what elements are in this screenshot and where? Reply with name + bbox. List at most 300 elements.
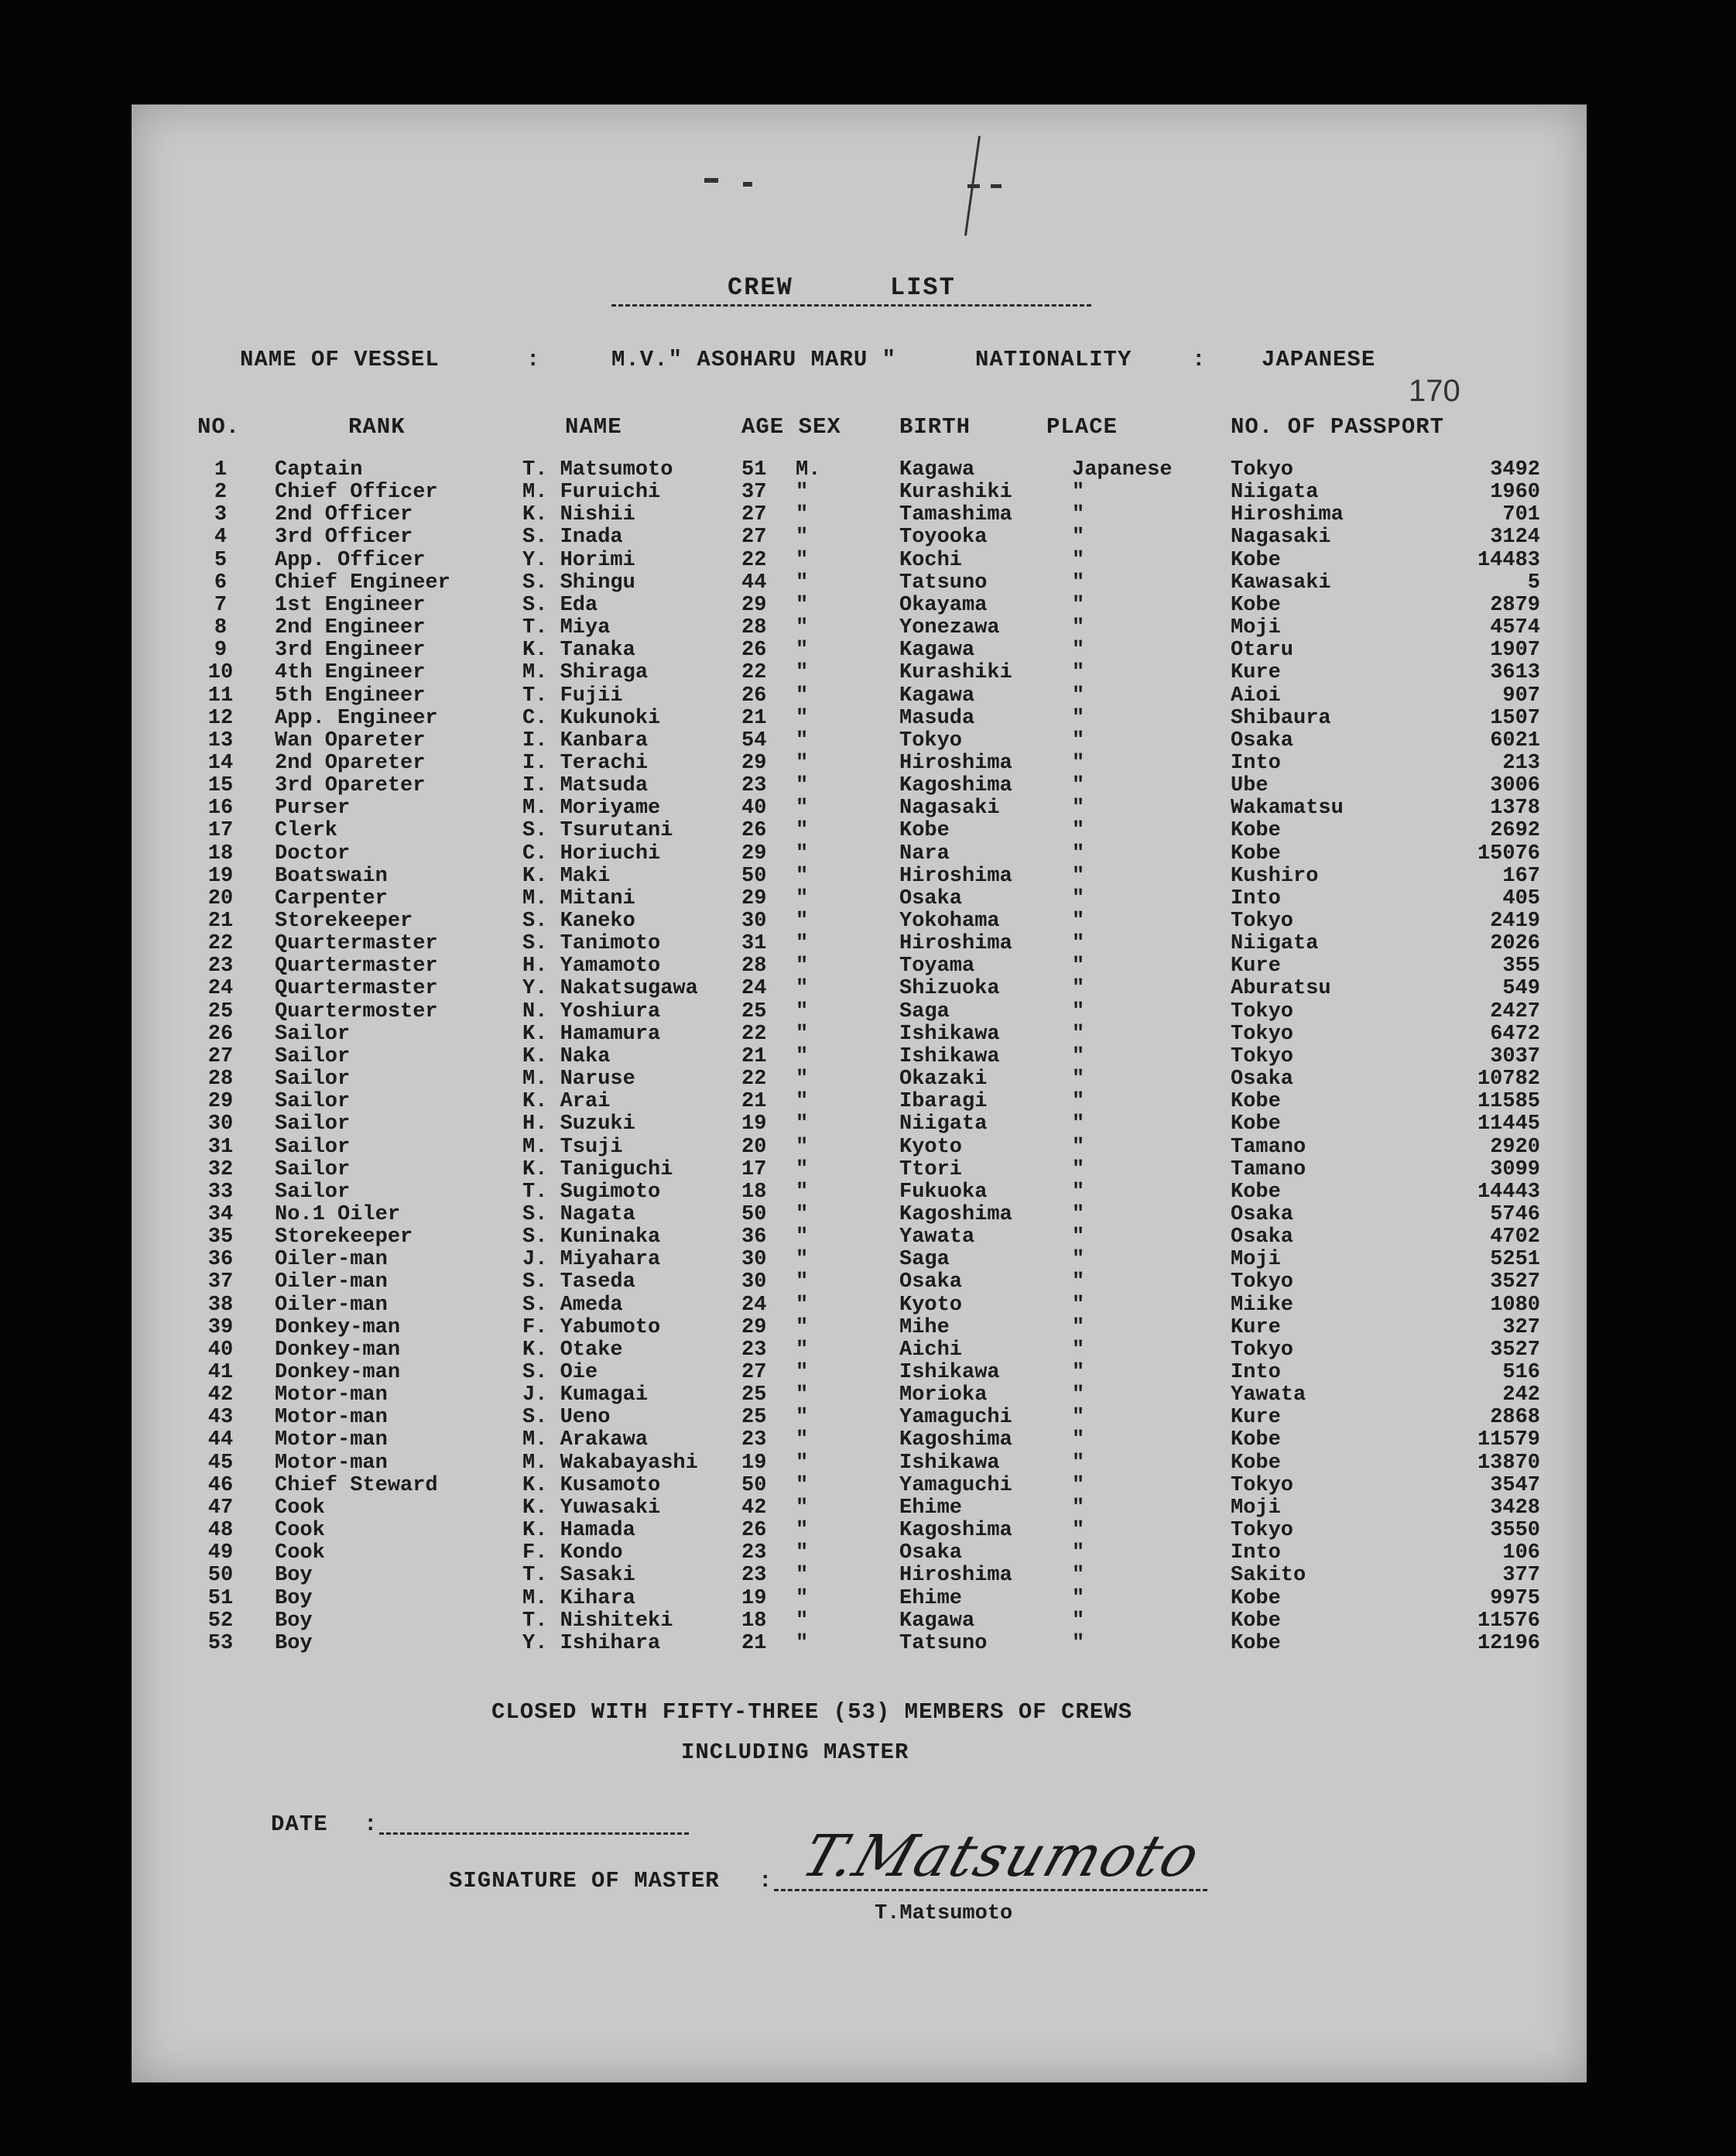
passport-number: 1378 [1490, 797, 1540, 821]
crew-birthplace: Ishikawa [899, 1451, 1000, 1475]
row-number: 34 [207, 1202, 234, 1226]
crew-nationality: " [1072, 526, 1085, 550]
crew-sex: " [796, 684, 809, 708]
crew-birthplace: Ishikawa [899, 1022, 1000, 1046]
table-row [132, 1023, 1587, 1046]
crew-sex: " [796, 1338, 809, 1362]
passport-number: 377 [1502, 1564, 1540, 1588]
crew-name: S. Inada [522, 526, 623, 550]
crew-rank: Sailor [275, 1157, 351, 1181]
crew-rank: Donkey-man [275, 1338, 401, 1362]
passport-issue-place: Miike [1231, 1293, 1294, 1317]
crew-name: K. Naka [522, 1044, 611, 1068]
passport-number: 1907 [1490, 639, 1540, 663]
nationality-value: JAPANESE [1262, 347, 1376, 372]
crew-age: 25 [741, 1406, 767, 1430]
crew-nationality: " [1072, 977, 1085, 1001]
crew-sex: " [796, 932, 809, 956]
crew-rank: 2nd Opareter [275, 751, 426, 775]
table-row [132, 955, 1587, 978]
table-row [132, 572, 1587, 595]
crew-rank: Quartermaster [275, 932, 438, 956]
crew-age: 29 [741, 1315, 767, 1339]
crew-name: M. Moriyame [522, 797, 661, 821]
crew-sex: " [796, 1383, 809, 1407]
passport-issue-place: Niigata [1231, 481, 1319, 505]
crew-birthplace: Saga [899, 999, 950, 1023]
crew-nationality: " [1072, 728, 1085, 752]
vessel-label: NAME OF VESSEL [240, 347, 440, 372]
row-number: 16 [207, 797, 234, 821]
crew-age: 30 [741, 910, 767, 933]
crew-name: C. Kukunoki [522, 706, 661, 730]
crew-birthplace: Hiroshima [899, 932, 1012, 956]
passport-number: 1080 [1490, 1293, 1540, 1317]
passport-number: 2427 [1490, 999, 1540, 1023]
crew-age: 44 [741, 571, 767, 595]
crew-rank: Purser [275, 797, 351, 821]
passport-number: 2868 [1490, 1406, 1540, 1430]
passport-issue-place: Tamano [1231, 1135, 1306, 1159]
passport-issue-place: Into [1231, 886, 1281, 910]
crew-rank: App. Engineer [275, 706, 438, 730]
crew-age: 29 [741, 886, 767, 910]
crew-birthplace: Osaka [899, 1541, 963, 1565]
crew-rank: Doctor [275, 841, 351, 865]
crew-nationality: " [1072, 1225, 1085, 1249]
row-number: 45 [207, 1451, 234, 1475]
crew-birthplace: Shizuoka [899, 977, 1000, 1001]
crew-nationality: " [1072, 999, 1085, 1023]
crew-age: 26 [741, 819, 767, 843]
table-row [132, 1497, 1587, 1520]
crew-nationality: " [1072, 684, 1085, 708]
crew-sex: " [796, 999, 809, 1023]
crew-sex: " [796, 1586, 809, 1610]
passport-number: 405 [1502, 886, 1540, 910]
table-row [132, 775, 1587, 797]
crew-name: N. Yoshiura [522, 999, 661, 1023]
crew-rank: 3rd Officer [275, 526, 413, 550]
table-row [132, 820, 1587, 842]
crew-nationality: " [1072, 593, 1085, 617]
col-name: NAME [565, 414, 622, 440]
row-number: 39 [207, 1315, 234, 1339]
passport-number: 11579 [1477, 1428, 1540, 1452]
signature-line [774, 1889, 1207, 1891]
crew-name: S. Kuninaka [522, 1225, 661, 1249]
crew-name: S. Shingu [522, 571, 635, 595]
passport-number: 3099 [1490, 1157, 1540, 1181]
crew-name: S. Oie [522, 1361, 598, 1384]
crew-age: 23 [741, 1428, 767, 1452]
crew-name: M. Naruse [522, 1068, 635, 1092]
crew-name: I. Kanbara [522, 728, 649, 752]
crew-sex: " [796, 1519, 809, 1543]
crew-name: S. Ueno [522, 1406, 611, 1430]
row-number: 32 [207, 1157, 234, 1181]
crew-birthplace: Fukuoka [899, 1180, 988, 1204]
passport-issue-place: Ube [1231, 774, 1269, 798]
crew-rank: Quartermoster [275, 999, 438, 1023]
crew-birthplace: Tatsuno [899, 1631, 988, 1655]
crew-birthplace: Hiroshima [899, 864, 1012, 888]
row-number: 26 [207, 1022, 234, 1046]
crew-birthplace: Tokyo [899, 728, 963, 752]
crew-name: I. Matsuda [522, 774, 649, 798]
crew-name: I. Terachi [522, 751, 649, 775]
crew-nationality: " [1072, 1586, 1085, 1610]
passport-number: 2920 [1490, 1135, 1540, 1159]
row-number: 3 [214, 503, 228, 527]
row-number: 43 [207, 1406, 234, 1430]
passport-number: 907 [1502, 684, 1540, 708]
passport-issue-place: Kobe [1231, 1631, 1281, 1655]
crew-birthplace: Kagoshima [899, 1428, 1012, 1452]
passport-issue-place: Kushiro [1231, 864, 1319, 888]
passport-issue-place: Into [1231, 751, 1281, 775]
passport-number: 516 [1502, 1361, 1540, 1384]
crew-rank: Quartermaster [275, 955, 438, 979]
crew-sex: " [796, 639, 809, 663]
crew-name: M. Arakawa [522, 1428, 649, 1452]
crew-rank: App. Officer [275, 548, 426, 572]
row-number: 11 [207, 684, 234, 708]
crew-sex: " [796, 1090, 809, 1114]
title-underline [611, 304, 1091, 307]
crew-sex: " [796, 1044, 809, 1068]
row-number: 25 [207, 999, 234, 1023]
crew-birthplace: Kagawa [899, 1609, 975, 1633]
passport-number: 3124 [1490, 526, 1540, 550]
row-number: 31 [207, 1135, 234, 1159]
crew-age: 18 [741, 1609, 767, 1633]
crew-name: T. Fujii [522, 684, 623, 708]
passport-issue-place: Tokyo [1231, 1519, 1294, 1543]
crew-name: S. Tanimoto [522, 932, 661, 956]
crew-nationality: " [1072, 1293, 1085, 1317]
crew-birthplace: Tatsuno [899, 571, 988, 595]
crew-sex: " [796, 616, 809, 640]
crew-nationality: " [1072, 639, 1085, 663]
crew-sex: " [796, 955, 809, 979]
crew-age: 50 [741, 1202, 767, 1226]
passport-number: 701 [1502, 503, 1540, 527]
crew-rank: Sailor [275, 1022, 351, 1046]
table-row [132, 1113, 1587, 1136]
crew-age: 51 [741, 458, 767, 482]
crew-birthplace: Okazaki [899, 1068, 988, 1092]
crew-rank: Boy [275, 1564, 313, 1588]
crew-rank: Donkey-man [275, 1361, 401, 1384]
row-number: 52 [207, 1609, 234, 1633]
crew-age: 24 [741, 977, 767, 1001]
crew-sex: " [796, 1248, 809, 1272]
crew-sex: " [796, 526, 809, 550]
crew-birthplace: Kagawa [899, 458, 975, 482]
crew-birthplace: Tamashima [899, 503, 1012, 527]
passport-issue-place: Kobe [1231, 1428, 1281, 1452]
crew-name: K. Yuwasaki [522, 1496, 661, 1520]
crew-sex: M. [796, 458, 821, 482]
crew-birthplace: Kobe [899, 819, 950, 843]
passport-issue-place: Moji [1231, 1248, 1281, 1272]
crew-age: 21 [741, 1090, 767, 1114]
passport-issue-place: Kobe [1231, 819, 1281, 843]
crew-sex: " [796, 977, 809, 1001]
crew-nationality: " [1072, 1044, 1085, 1068]
crew-age: 25 [741, 1383, 767, 1407]
crew-name: Y. Horimi [522, 548, 635, 572]
crew-rank: Motor-man [275, 1383, 388, 1407]
crew-nationality: " [1072, 1248, 1085, 1272]
table-row [132, 1588, 1587, 1610]
passport-issue-place: Hiroshima [1231, 503, 1344, 527]
crew-rank: 1st Engineer [275, 593, 426, 617]
table-row [132, 482, 1587, 504]
crew-age: 24 [741, 1293, 767, 1317]
table-row [132, 1384, 1587, 1407]
crew-rank: 3rd Opareter [275, 774, 426, 798]
passport-issue-place: Kure [1231, 955, 1281, 979]
passport-issue-place: Tokyo [1231, 458, 1294, 482]
passport-number: 3037 [1490, 1044, 1540, 1068]
crew-birthplace: Yawata [899, 1225, 975, 1249]
crew-name: K. Maki [522, 864, 611, 888]
crew-name: M. Mitani [522, 886, 635, 910]
crew-age: 21 [741, 1044, 767, 1068]
row-number: 38 [207, 1293, 234, 1317]
table-row [132, 1610, 1587, 1633]
stray-mark [743, 182, 752, 187]
passport-number: 11576 [1477, 1609, 1540, 1633]
crew-age: 28 [741, 616, 767, 640]
col-no: NO. [197, 414, 241, 440]
crew-nationality: " [1072, 503, 1085, 527]
crew-nationality: " [1072, 1631, 1085, 1655]
table-row [132, 1542, 1587, 1565]
col-rank: RANK [348, 414, 406, 440]
crew-age: 29 [741, 841, 767, 865]
crew-birthplace: Osaka [899, 886, 963, 910]
passport-issue-place: Tokyo [1231, 1044, 1294, 1068]
crew-sex: " [796, 1225, 809, 1249]
passport-number: 327 [1502, 1315, 1540, 1339]
table-row [132, 1136, 1587, 1159]
table-row [132, 1091, 1587, 1113]
crew-sex: " [796, 1496, 809, 1520]
crew-birthplace: Toyama [899, 955, 975, 979]
crew-birthplace: Kyoto [899, 1135, 963, 1159]
crew-nationality: " [1072, 1270, 1085, 1294]
crew-sex: " [796, 593, 809, 617]
crew-rank: Cook [275, 1541, 325, 1565]
table-row [132, 1271, 1587, 1294]
crew-birthplace: Ibaragi [899, 1090, 988, 1114]
table-row [132, 504, 1587, 526]
crew-sex: " [796, 1293, 809, 1317]
signature-printed-name: T.Matsumoto [875, 1902, 1013, 1925]
crew-age: 21 [741, 1631, 767, 1655]
crew-nationality: " [1072, 1315, 1085, 1339]
crew-age: 28 [741, 955, 767, 979]
crew-nationality: " [1072, 841, 1085, 865]
crew-nationality: " [1072, 774, 1085, 798]
nationality-label: NATIONALITY [975, 347, 1132, 372]
passport-issue-place: Yawata [1231, 1383, 1306, 1407]
crew-name: J. Miyahara [522, 1248, 661, 1272]
passport-issue-place: Tokyo [1231, 1338, 1294, 1362]
crew-nationality: " [1072, 1451, 1085, 1475]
crew-birthplace: Kurashiki [899, 661, 1012, 685]
table-row [132, 526, 1587, 549]
crew-name: K. Nishii [522, 503, 635, 527]
row-number: 7 [214, 593, 228, 617]
passport-issue-place: Kure [1231, 661, 1281, 685]
passport-issue-place: Nagasaki [1231, 526, 1331, 550]
vessel-separator: : [526, 347, 541, 372]
passport-issue-place: Otaru [1231, 639, 1294, 663]
crew-nationality: " [1072, 886, 1085, 910]
row-number: 6 [214, 571, 228, 595]
crew-sex: " [796, 1406, 809, 1430]
passport-number: 3527 [1490, 1338, 1540, 1362]
crew-birthplace: Kagoshima [899, 774, 1012, 798]
crew-age: 36 [741, 1225, 767, 1249]
crew-rank: 2nd Engineer [275, 616, 426, 640]
crew-age: 42 [741, 1496, 767, 1520]
row-number: 18 [207, 841, 234, 865]
crew-nationality: " [1072, 1383, 1085, 1407]
row-number: 36 [207, 1248, 234, 1272]
crew-rank: Oiler-man [275, 1293, 388, 1317]
table-row [132, 797, 1587, 820]
table-row [132, 1429, 1587, 1452]
table-row [132, 1339, 1587, 1362]
crew-age: 26 [741, 684, 767, 708]
crew-rank: Motor-man [275, 1451, 388, 1475]
crew-rank: Cook [275, 1519, 325, 1543]
crew-rank: Oiler-man [275, 1270, 388, 1294]
crew-birthplace: Toyooka [899, 526, 988, 550]
crew-sex: " [796, 1202, 809, 1226]
crew-sex: " [796, 1609, 809, 1633]
crew-sex: " [796, 1068, 809, 1092]
crew-sex: " [796, 1428, 809, 1452]
crew-nationality: " [1072, 1112, 1085, 1136]
crew-nationality: " [1072, 932, 1085, 956]
table-row [132, 1226, 1587, 1249]
row-number: 50 [207, 1564, 234, 1588]
row-number: 28 [207, 1068, 234, 1092]
table-row [132, 1362, 1587, 1384]
passport-number: 6472 [1490, 1022, 1540, 1046]
passport-issue-place: Kobe [1231, 548, 1281, 572]
crew-name: K. Hamamura [522, 1022, 661, 1046]
crew-sex: " [796, 1270, 809, 1294]
row-number: 33 [207, 1180, 234, 1204]
crew-age: 29 [741, 593, 767, 617]
crew-sex: " [796, 1022, 809, 1046]
passport-number: 2879 [1490, 593, 1540, 617]
table-row [132, 1452, 1587, 1475]
crew-age: 17 [741, 1157, 767, 1181]
crew-age: 22 [741, 1022, 767, 1046]
stray-mark [991, 184, 1002, 188]
crew-name: K. Taniguchi [522, 1157, 673, 1181]
crew-sex: " [796, 1564, 809, 1588]
crew-name: M. Wakabayashi [522, 1451, 698, 1475]
passport-issue-place: Into [1231, 1541, 1281, 1565]
crew-rank: Sailor [275, 1090, 351, 1114]
passport-issue-place: Niigata [1231, 932, 1319, 956]
crew-birthplace: Kochi [899, 548, 963, 572]
crew-age: 18 [741, 1180, 767, 1204]
crew-age: 50 [741, 864, 767, 888]
crew-nationality: " [1072, 1135, 1085, 1159]
passport-issue-place: Moji [1231, 1496, 1281, 1520]
crew-rank: 2nd Officer [275, 503, 413, 527]
table-row [132, 730, 1587, 752]
crew-nationality: " [1072, 548, 1085, 572]
passport-number: 2419 [1490, 910, 1540, 933]
row-number: 1 [214, 458, 228, 482]
table-row [132, 1068, 1587, 1091]
crew-age: 50 [741, 1473, 767, 1497]
row-number: 49 [207, 1541, 234, 1565]
crew-nationality: " [1072, 1564, 1085, 1588]
passport-issue-place: Kobe [1231, 1609, 1281, 1633]
crew-age: 19 [741, 1586, 767, 1610]
crew-nationality: " [1072, 616, 1085, 640]
table-row [132, 550, 1587, 572]
passport-issue-place: Tokyo [1231, 1270, 1294, 1294]
crew-nationality: Japanese [1072, 458, 1173, 482]
crew-birthplace: Yokohama [899, 910, 1000, 933]
passport-number: 9975 [1490, 1586, 1540, 1610]
crew-age: 23 [741, 1541, 767, 1565]
row-number: 40 [207, 1338, 234, 1362]
signature-separator: : [758, 1868, 773, 1894]
crew-name: H. Suzuki [522, 1112, 635, 1136]
crew-age: 22 [741, 661, 767, 685]
row-number: 24 [207, 977, 234, 1001]
crew-name: Y. Nakatsugawa [522, 977, 698, 1001]
crew-rank: Carpenter [275, 886, 388, 910]
crew-age: 26 [741, 1519, 767, 1543]
crew-rank: Boy [275, 1586, 313, 1610]
row-number: 48 [207, 1519, 234, 1543]
crew-rank: Motor-man [275, 1406, 388, 1430]
crew-age: 40 [741, 797, 767, 821]
crew-birthplace: Yamaguchi [899, 1473, 1012, 1497]
passport-number: 12196 [1477, 1631, 1540, 1655]
crew-sex: " [796, 571, 809, 595]
passport-number: 242 [1502, 1383, 1540, 1407]
crew-nationality: " [1072, 481, 1085, 505]
passport-issue-place: Tokyo [1231, 1022, 1294, 1046]
passport-issue-place: Kobe [1231, 1180, 1281, 1204]
crew-age: 23 [741, 774, 767, 798]
crew-name: S. Ameda [522, 1293, 623, 1317]
crew-name: F. Kondo [522, 1541, 623, 1565]
date-line [379, 1832, 689, 1835]
crew-birthplace: Nara [899, 841, 950, 865]
row-number: 27 [207, 1044, 234, 1068]
crew-rank: Sailor [275, 1135, 351, 1159]
crew-sex: " [796, 481, 809, 505]
crew-age: 25 [741, 999, 767, 1023]
